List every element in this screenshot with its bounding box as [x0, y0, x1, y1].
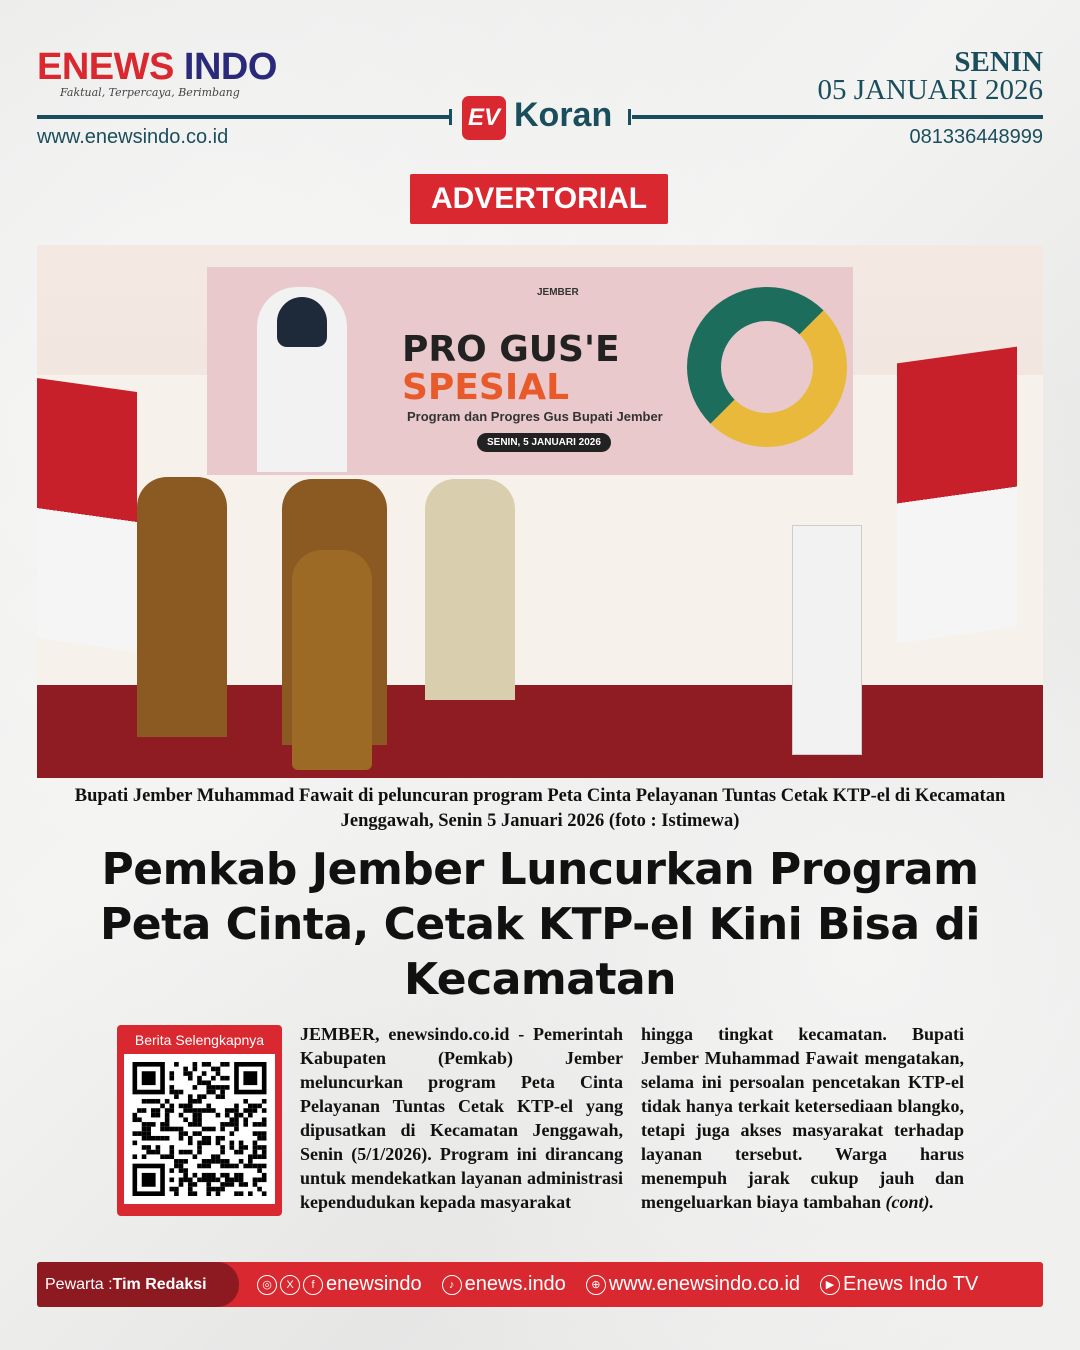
social-tiktok[interactable]	[442, 1273, 566, 1296]
tagline: Faktual, Terpercaya, Berimbang	[60, 86, 240, 99]
social-youtube[interactable]	[820, 1273, 978, 1296]
brand-logo	[37, 46, 277, 89]
tiktok-icon: ♪	[442, 1275, 462, 1295]
banner-logo: JEMBER	[537, 287, 579, 298]
qr-card[interactable]	[117, 1025, 282, 1216]
x-icon: X	[280, 1275, 300, 1295]
article-column-2	[641, 1022, 964, 1214]
social-instagram-x-facebook[interactable]	[257, 1273, 422, 1296]
article-column-1: JEMBER, enewsindo.co.id - Pemerintah Kabupaten (Pemkab) Jember meluncurkan program Peta Cinta Pelayanan Tuntas Cetak KTP-el yang dipusatkan di Kecamatan Jenggawah, Senin (5/1/2026). Program ini dirancang untuk mendekatkan layanan administrasi kependudukan kepada masyarakat	[300, 1024, 623, 1212]
tiktok-handle: enews.indo	[464, 1273, 566, 1295]
banner-date: SENIN, 5 JANUARI 2026	[477, 433, 611, 452]
ev-logo-icon: EV	[462, 96, 506, 140]
banner-title: SPESIAL	[402, 367, 570, 408]
website-link[interactable]: www.enewsindo.co.id	[37, 126, 229, 148]
qr-label: Berita Selengkapnya	[134, 1032, 265, 1048]
day: SENIN	[954, 46, 1043, 78]
phone-number: 081336448999	[909, 126, 1043, 148]
banner-title: PRO GUS'E	[402, 329, 620, 370]
brand-blue: INDO	[183, 46, 277, 88]
facebook-icon: f	[303, 1275, 323, 1295]
date: 05 JANUARI 2026	[817, 74, 1043, 106]
photo-caption: Bupati Jember Muhammad Fawait di peluncuran program Peta Cinta Pelayanan Tuntas Cetak KTP-el di Kecamatan Jenggawah, Senin 5 Januari 2026 (foto : Istimewa)	[74, 786, 1006, 831]
divider	[449, 109, 452, 125]
footer-bar	[37, 1262, 1043, 1307]
youtube-icon: ▶	[820, 1275, 840, 1295]
continued-note: (cont).	[885, 1192, 935, 1212]
reporter-credit	[37, 1262, 239, 1307]
globe-icon: ⊕	[586, 1275, 606, 1295]
section-title: Koran	[514, 96, 613, 134]
qr-code-icon[interactable]	[124, 1054, 275, 1204]
social-handle: enewsindo	[326, 1273, 422, 1295]
divider	[632, 115, 1043, 119]
instagram-icon: ◎	[257, 1275, 277, 1295]
reporter-label: Pewarta :	[45, 1275, 113, 1293]
news-photo	[37, 245, 1043, 778]
youtube-channel: Enews Indo TV	[843, 1273, 979, 1295]
headline: Pemkab Jember Luncurkan Program Peta Cinta, Cetak KTP-el Kini Bisa di Kecamatan	[100, 844, 980, 1005]
reporter-name: Tim Redaksi	[112, 1275, 207, 1293]
social-website[interactable]	[586, 1273, 800, 1296]
website-url: www.enewsindo.co.id	[608, 1273, 801, 1295]
divider	[37, 115, 449, 119]
advertorial-badge: ADVERTORIAL	[410, 174, 668, 224]
banner-subtitle: Program dan Progres Gus Bupati Jember	[407, 409, 663, 424]
article-text: hingga tingkat kecamatan. Bupati Jember Muhammad Fawait mengatakan, selama ini persoalan pencetakan KTP-el tidak hanya terkait ketersediaan blangko, tetapi juga akses masyarakat terhadap layanan tersebut. Warga harus menempuh jarak cukup jauh dan mengeluarkan biaya tambahan	[641, 1024, 964, 1212]
event-banner	[207, 267, 853, 475]
brand-red: ENEWS	[37, 46, 174, 88]
divider	[628, 109, 631, 125]
